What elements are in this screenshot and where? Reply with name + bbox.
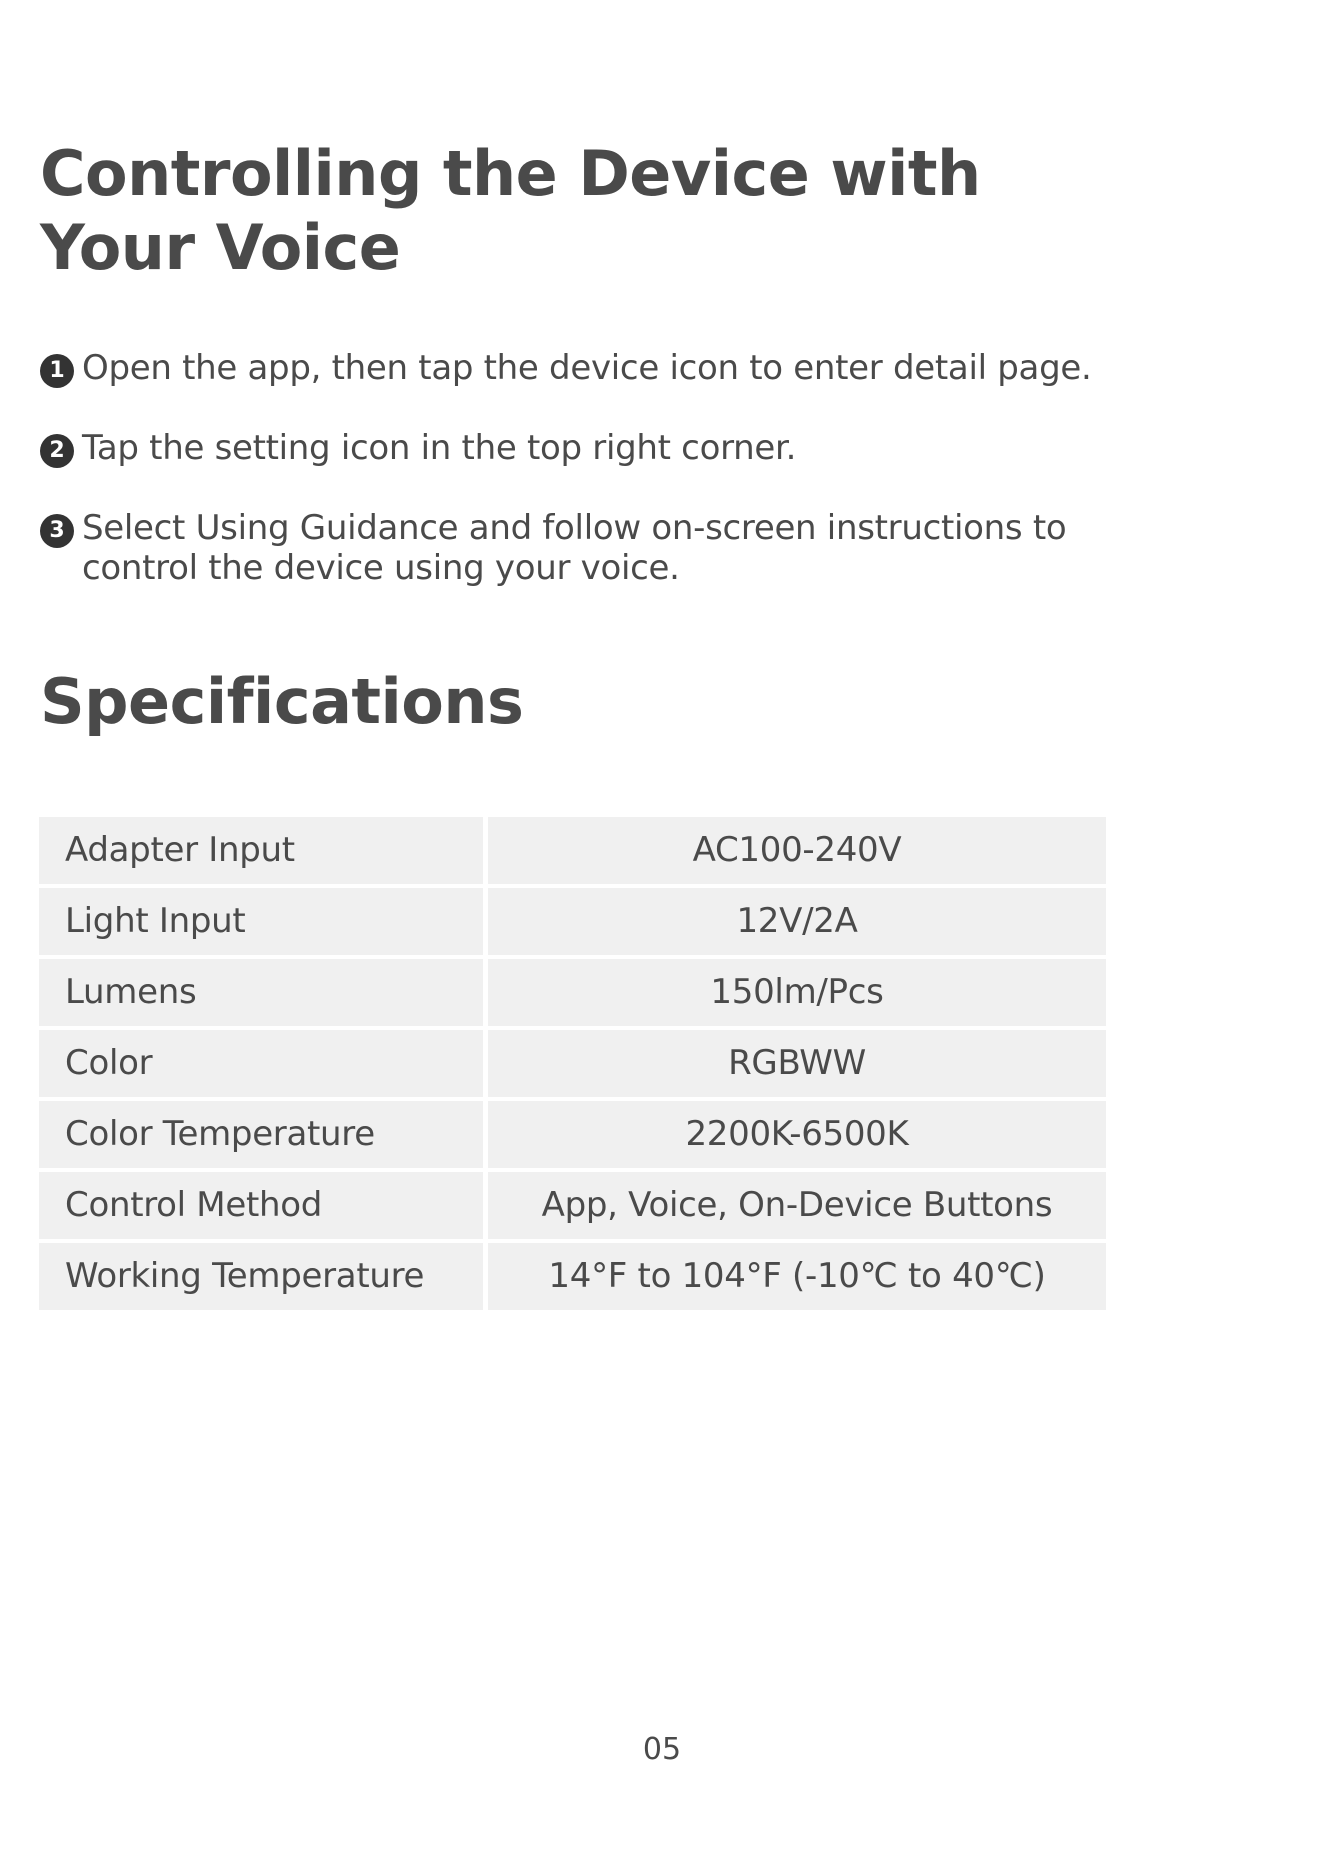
table-row: [39, 888, 1109, 955]
step-text: Tap the setting icon in the top right corner.: [82, 428, 797, 468]
spec-label-cell: Light Input: [39, 888, 483, 955]
table-row: [39, 1030, 1109, 1097]
voice-control-heading: Controlling the Device with Your Voice: [40, 137, 981, 284]
step-number-badge: 3: [40, 514, 74, 548]
spec-label-cell: Control Method: [39, 1172, 483, 1239]
spec-label-cell: Lumens: [39, 959, 483, 1026]
page-number: 05: [642, 1732, 682, 1767]
spec-value-cell: App, Voice, On-Device Buttons: [488, 1172, 1106, 1239]
spec-value-cell: RGBWW: [488, 1030, 1106, 1097]
step-item: [40, 348, 1140, 388]
spec-label-cell: Color: [39, 1030, 483, 1097]
step-number-badge: 1: [40, 354, 74, 388]
step-item: [40, 508, 1140, 588]
spec-value-cell: 14°F to 104°F (-10℃ to 40℃): [488, 1243, 1106, 1310]
spec-value-cell: AC100-240V: [488, 817, 1106, 884]
step-number-badge: 2: [40, 434, 74, 468]
step-text: Open the app, then tap the device icon to enter detail page.: [82, 348, 1092, 388]
spec-value-cell: 150lm/Pcs: [488, 959, 1106, 1026]
spec-label-cell: Working Temperature: [39, 1243, 483, 1310]
step-text: Select Using Guidance and follow on-screen instructions to control the device using your voice.: [82, 508, 1067, 588]
spec-value-cell: 12V/2A: [488, 888, 1106, 955]
specifications-heading: Specifications: [40, 665, 524, 738]
table-row: [39, 817, 1109, 884]
spec-label-cell: Adapter Input: [39, 817, 483, 884]
step-item: [40, 428, 1140, 468]
table-row: [39, 959, 1109, 1026]
voice-steps-list: [40, 348, 1140, 628]
table-row: [39, 1101, 1109, 1168]
table-row: [39, 1243, 1109, 1310]
spec-label-cell: Color Temperature: [39, 1101, 483, 1168]
spec-value-cell: 2200K-6500K: [488, 1101, 1106, 1168]
table-row: [39, 1172, 1109, 1239]
specifications-table: [39, 817, 1109, 1314]
